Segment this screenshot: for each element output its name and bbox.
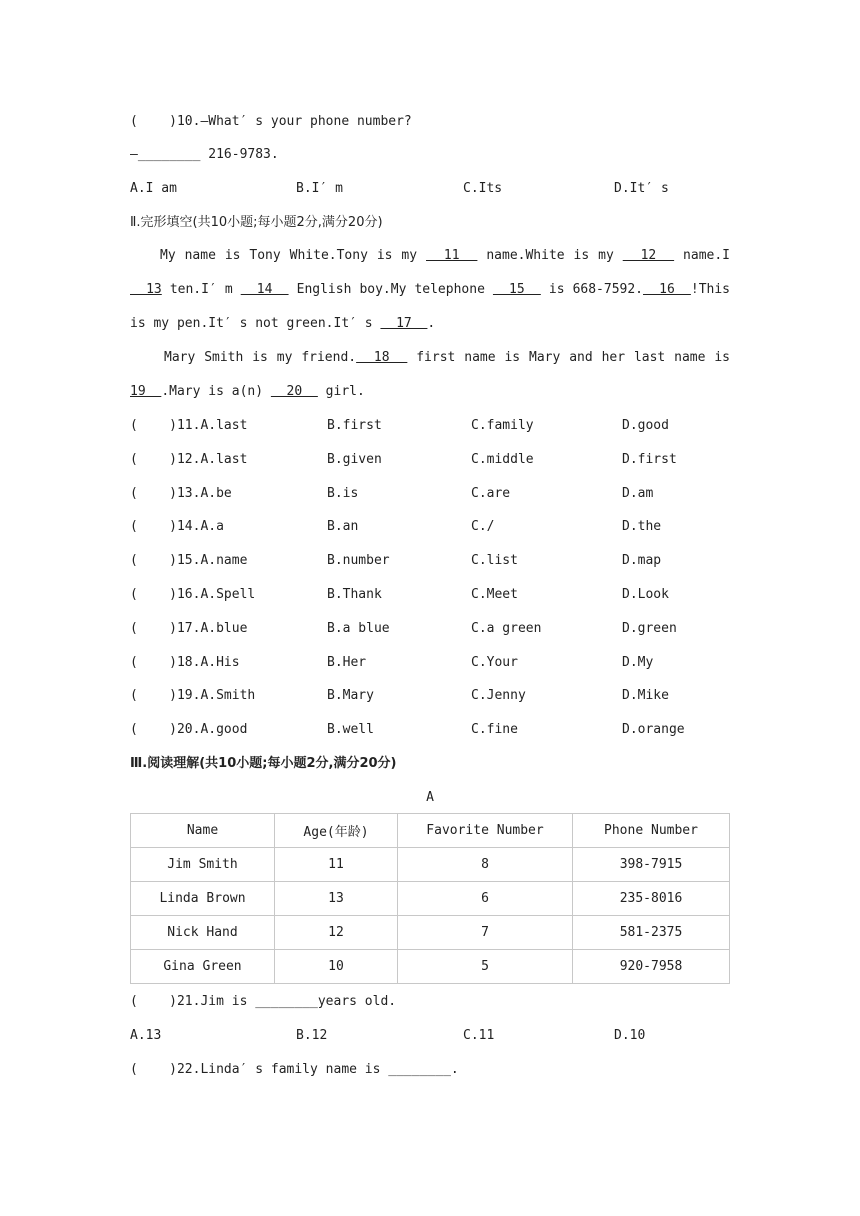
option-d: D.10: [614, 1028, 646, 1043]
table-row: [131, 848, 730, 882]
blank-number: 12: [622, 248, 675, 263]
table-cell: Gina Green: [131, 950, 275, 984]
table-cell: 920-7958: [573, 950, 730, 984]
option-b: B.a blue: [327, 620, 390, 636]
option-a: A.13: [130, 1028, 162, 1043]
passage-text: Mary Smith is my friend.: [164, 350, 357, 365]
option-c: C.11: [463, 1028, 495, 1043]
table-header-cell: Age(年龄): [275, 814, 398, 848]
question-number-option-a: ( )14.A.a: [130, 519, 224, 535]
table-cell: 13: [275, 882, 398, 916]
passage-text: girl.: [317, 384, 365, 399]
table-header-cell: Favorite Number: [398, 814, 573, 848]
question-number-option-a: ( )19.A.Smith: [130, 688, 256, 704]
passage-text: English boy.My telephone: [288, 282, 493, 297]
passage-text: .: [427, 316, 436, 331]
cloze-paragraph-1: [130, 239, 730, 341]
option-d: D.orange: [622, 722, 685, 738]
cloze-paragraph-2: [130, 341, 730, 409]
passage-text: name.White is my: [477, 248, 623, 263]
table-cell: Jim Smith: [131, 848, 275, 882]
option-b: B.I′ m: [296, 181, 343, 196]
table-cell: 235-8016: [573, 882, 730, 916]
option-d: D.Mike: [622, 688, 669, 704]
question-number-option-a: ( )20.A.good: [130, 722, 248, 738]
option-b: B.well: [327, 722, 374, 738]
option-b: B.is: [327, 485, 359, 501]
table-cell: Nick Hand: [131, 916, 275, 950]
option-d: D.Look: [622, 587, 669, 602]
option-d: D.the: [622, 519, 662, 535]
option-c: C.middle: [471, 451, 534, 467]
option-d: D.map: [622, 553, 662, 569]
question-10-answer-line: —________ 216-9783.: [130, 147, 279, 162]
passage-text: .Mary is a(n): [161, 384, 271, 399]
table-header-cell: Name: [131, 814, 275, 848]
option-a: A.I am: [130, 181, 177, 196]
table-cell: 5: [398, 950, 573, 984]
option-c: C.fine: [471, 722, 518, 738]
option-d: D.am: [622, 485, 654, 501]
option-c: C.Meet: [471, 587, 518, 602]
passage-text: name.I: [674, 248, 731, 263]
passage-text: ten.I′ m: [161, 282, 241, 297]
table-cell: 7: [398, 916, 573, 950]
option-b: B.Mary: [327, 688, 374, 704]
table-cell: 11: [275, 848, 398, 882]
question-21-stem: ( )21.Jim is ________years old.: [130, 994, 397, 1009]
question-number-option-a: ( )15.A.name: [130, 553, 248, 569]
blank-number: 14: [240, 282, 289, 297]
table-cell: 8: [398, 848, 573, 882]
blank-number: 13: [130, 282, 162, 297]
table-cell: 10: [275, 950, 398, 984]
blank-number: 18: [356, 350, 408, 365]
option-c: C.a green: [471, 620, 542, 636]
option-c: C.list: [471, 553, 518, 569]
option-b: B.Her: [327, 654, 367, 670]
question-number-option-a: ( )18.A.His: [130, 654, 240, 670]
section-2-heading: Ⅱ.完形填空(共10小题;每小题2分,满分20分): [130, 215, 383, 230]
table-cell: 398-7915: [573, 848, 730, 882]
option-c: C.Jenny: [471, 688, 526, 704]
question-number-option-a: ( )16.A.Spell: [130, 587, 256, 602]
passage-text: My name is Tony White.Tony is my: [160, 248, 427, 263]
option-b: B.12: [296, 1028, 328, 1043]
table-row: [131, 882, 730, 916]
option-c: C.are: [471, 485, 511, 501]
table-cell: 12: [275, 916, 398, 950]
option-b: B.number: [327, 553, 390, 569]
table-row: [131, 950, 730, 984]
option-d: D.It′ s: [614, 181, 669, 196]
option-d: D.My: [622, 654, 654, 670]
passage-text: first name is Mary and her last name is: [407, 350, 730, 365]
table-header-row: [131, 814, 730, 848]
table-header-cell: Phone Number: [573, 814, 730, 848]
option-b: B.Thank: [327, 587, 382, 602]
option-d: D.green: [622, 620, 677, 636]
blank-number: 11: [426, 248, 478, 263]
table-row: [131, 916, 730, 950]
question-number-option-a: ( )12.A.last: [130, 451, 248, 467]
passage-text: !This is my pen.It′ s not green.It′ s: [130, 282, 731, 331]
option-b: B.an: [327, 519, 359, 535]
question-number-option-a: ( )11.A.last: [130, 418, 248, 433]
info-table: [130, 813, 730, 984]
section-3-heading: Ⅲ.阅读理解(共10小题;每小题2分,满分20分): [130, 756, 397, 771]
blank-number: 17: [380, 316, 428, 331]
question-10-stem: ( )10.—What′ s your phone number?: [130, 114, 412, 129]
question-22-stem: ( )22.Linda′ s family name is ________.: [130, 1062, 459, 1077]
option-c: C.family: [471, 418, 534, 433]
option-c: C.Your: [471, 654, 518, 670]
blank-number: 16: [643, 282, 691, 297]
question-number-option-a: ( )13.A.be: [130, 485, 232, 501]
option-c: C.Its: [463, 181, 503, 196]
option-d: D.good: [622, 418, 669, 433]
passage-text: is 668-7592.: [540, 282, 644, 297]
option-b: B.given: [327, 451, 382, 467]
option-b: B.first: [327, 418, 382, 433]
table-cell: 6: [398, 882, 573, 916]
option-d: D.first: [622, 451, 677, 467]
table-cell: Linda Brown: [131, 882, 275, 916]
question-number-option-a: ( )17.A.blue: [130, 620, 248, 636]
blank-number: 20: [270, 384, 318, 399]
option-c: C./: [471, 519, 495, 535]
blank-number: 15: [492, 282, 541, 297]
blank-number: 19: [130, 384, 162, 399]
table-cell: 581-2375: [573, 916, 730, 950]
passage-label: A: [426, 790, 434, 805]
